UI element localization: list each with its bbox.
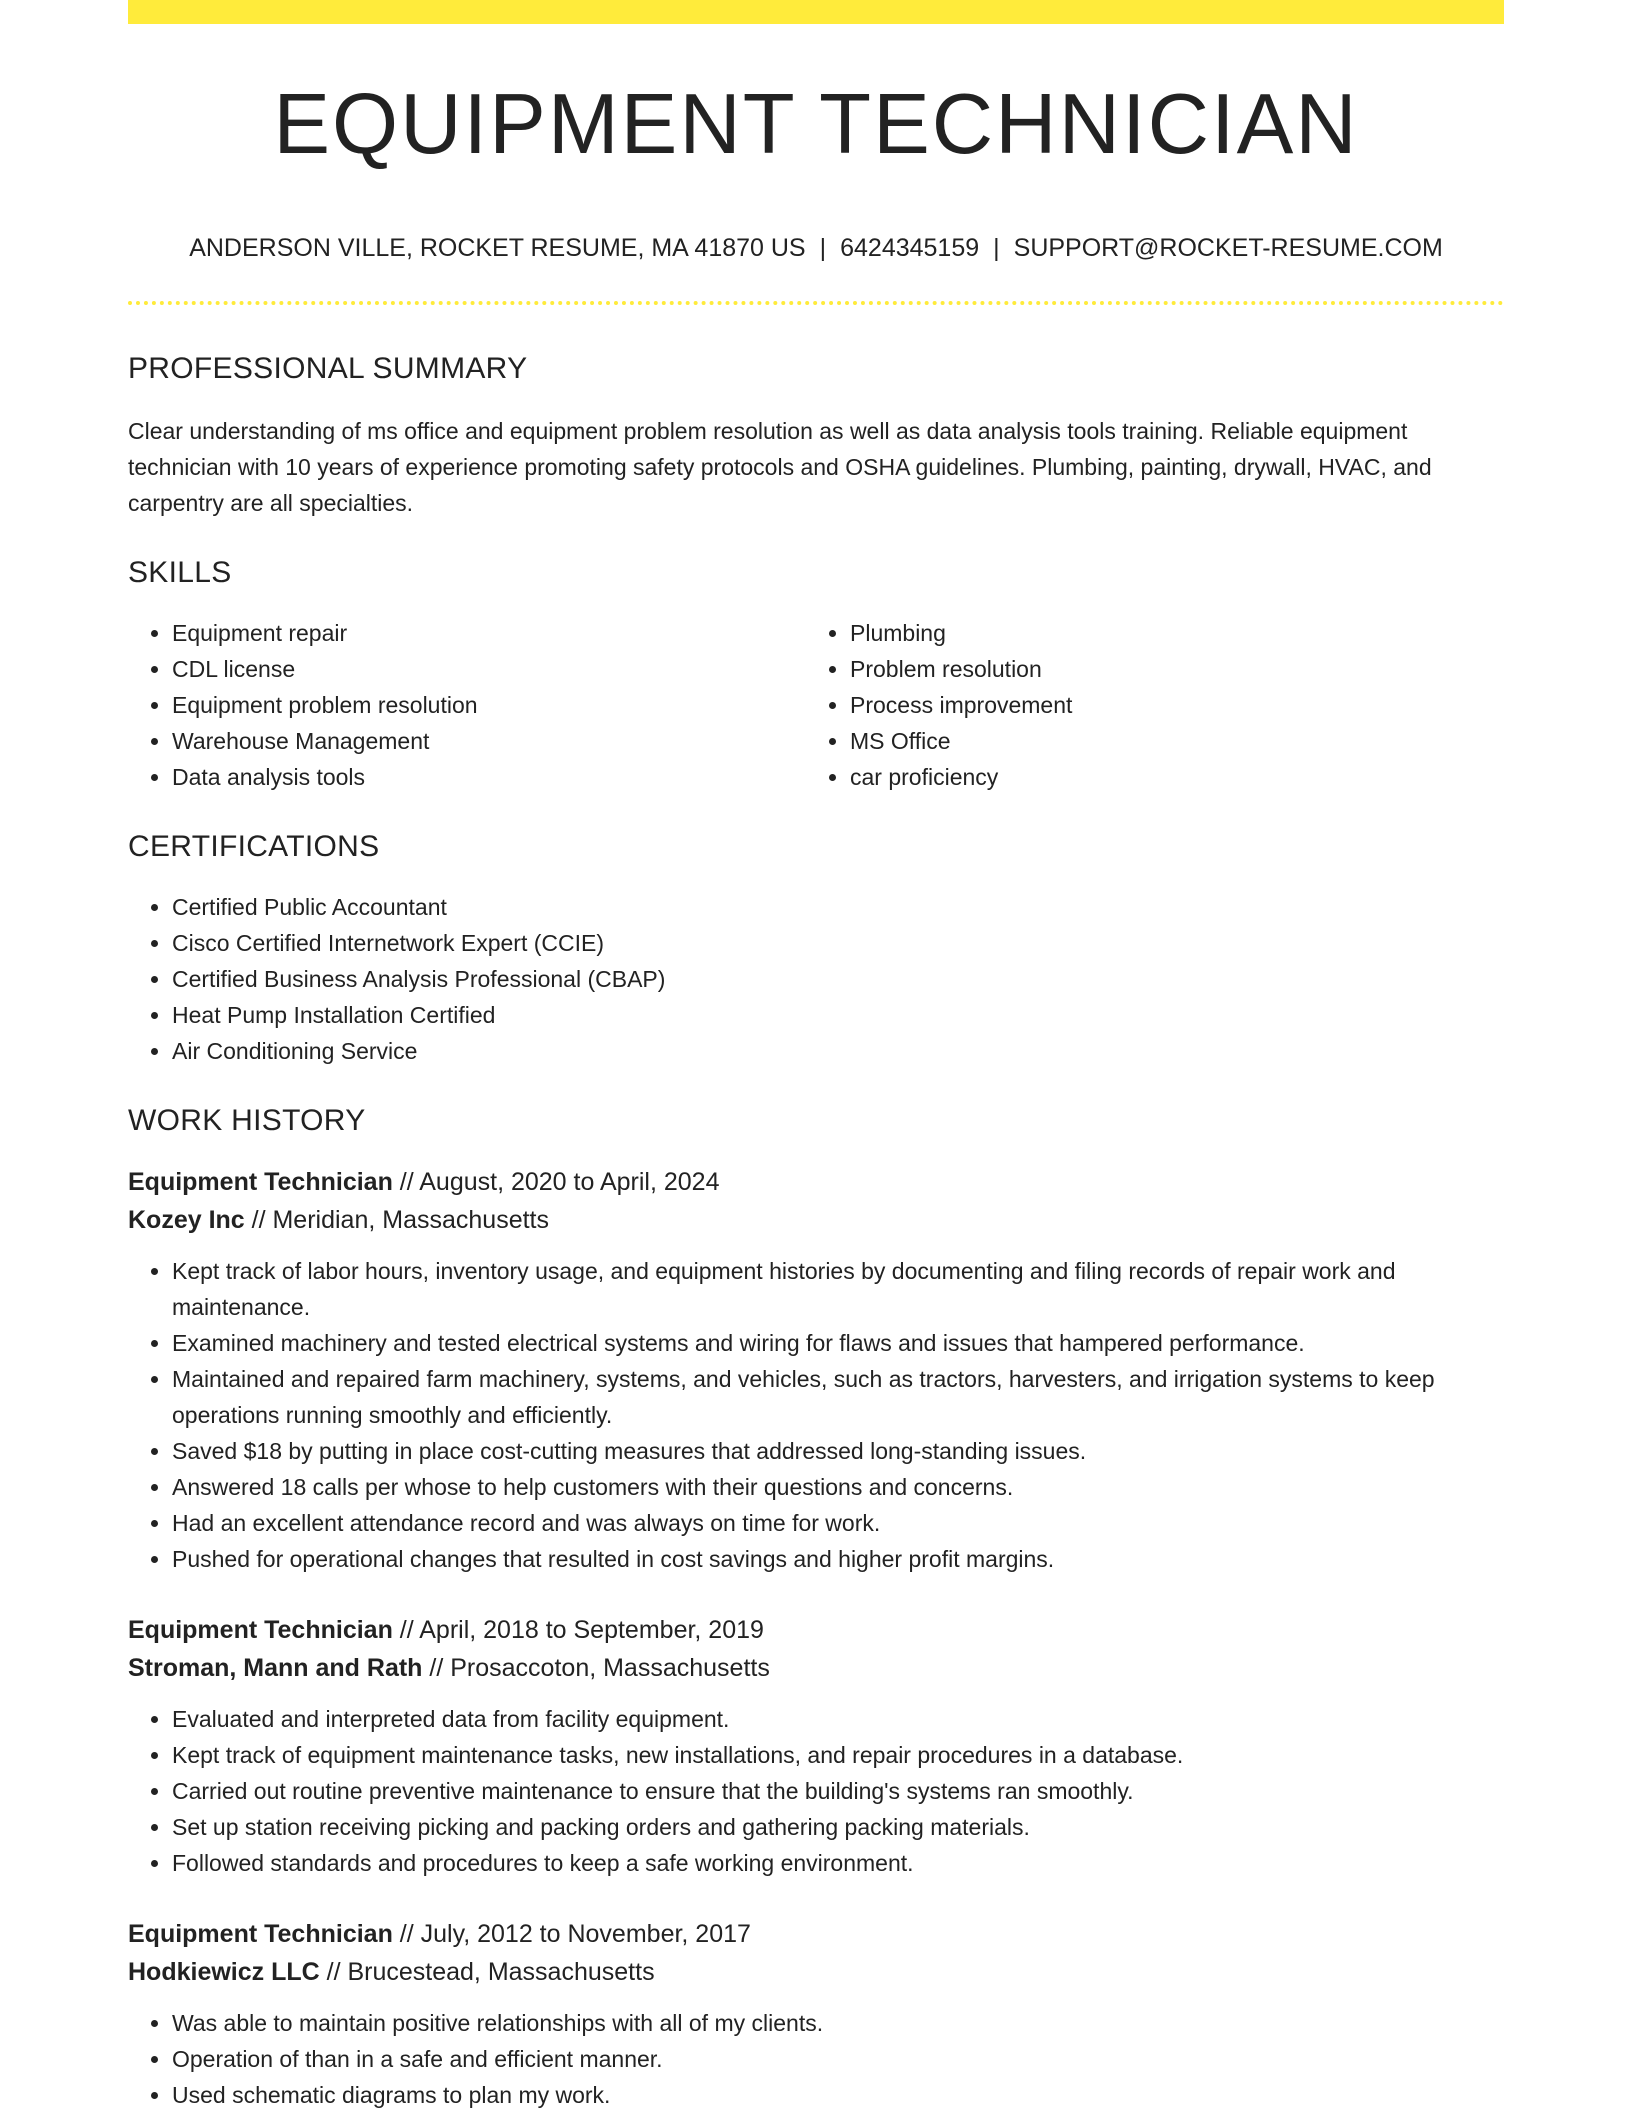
skills-grid <box>128 615 1504 795</box>
skills-column-right <box>806 615 1484 795</box>
contact-phone: 6424345159 <box>840 234 980 262</box>
job-entry <box>128 1163 1504 1577</box>
top-accent-bar <box>128 0 1504 24</box>
skill-item: • Data analysis tools <box>172 759 806 795</box>
job-role: Equipment Technician <box>128 1616 393 1644</box>
job-location: // Prosaccoton, Massachusetts <box>422 1654 770 1682</box>
job-location: // Brucestead, Massachusetts <box>319 1958 655 1986</box>
job-bullets <box>128 1701 1504 1881</box>
skill-item: • CDL license <box>172 651 806 687</box>
skill-item: • Plumbing <box>850 615 1484 651</box>
certification-item: • Air Conditioning Service <box>172 1033 1504 1069</box>
job-role-line <box>128 1915 1504 1953</box>
job-bullet: • Saved $18 by putting in place cost-cutting measures that addressed long-standing issues. <box>172 1433 1504 1469</box>
job-entry <box>128 1611 1504 1881</box>
job-dates: // July, 2012 to November, 2017 <box>392 1920 751 1948</box>
job-bullet: • Carried out routine preventive maintenance to ensure that the building's systems ran smoothly. <box>172 1773 1504 1809</box>
job-bullet: • Maintained and repaired farm machinery, systems, and vehicles, such as tractors, harvesters, and irrigation systems to keep operations running smoothly and efficiently. <box>172 1361 1504 1433</box>
job-bullet: • Examined machinery and tested electrical systems and wiring for flaws and issues that hampered performance. <box>172 1325 1504 1361</box>
skill-item: • Equipment problem resolution <box>172 687 806 723</box>
job-bullet: • Operation of than in a safe and efficient manner. <box>172 2041 1504 2077</box>
job-bullet: • Kept track of equipment maintenance tasks, new installations, and repair procedures in a database. <box>172 1737 1504 1773</box>
job-bullets <box>128 2005 1504 2113</box>
skills-heading: SKILLS <box>128 556 232 589</box>
job-bullet: • Kept track of labor hours, inventory usage, and equipment histories by documenting and filing records of repair work and maintenance. <box>172 1253 1504 1325</box>
job-bullet: • Had an excellent attendance record and was always on time for work. <box>172 1505 1504 1541</box>
skills-list-left <box>128 615 806 795</box>
contact-line <box>128 233 1504 263</box>
job-role: Equipment Technician <box>128 1168 393 1196</box>
job-company-line <box>128 1953 1504 1991</box>
skill-item: • car proficiency <box>850 759 1484 795</box>
job-company: Stroman, Mann and Rath <box>128 1654 423 1682</box>
resume-page <box>128 0 1504 2113</box>
summary-heading: PROFESSIONAL SUMMARY <box>128 352 528 385</box>
skill-item: • Equipment repair <box>172 615 806 651</box>
job-bullet: • Followed standards and procedures to keep a safe working environment. <box>172 1845 1504 1881</box>
job-role-line <box>128 1163 1504 1201</box>
certification-item: • Heat Pump Installation Certified <box>172 997 1504 1033</box>
job-entry <box>128 1915 1504 2113</box>
job-dates: // April, 2018 to September, 2019 <box>392 1616 764 1644</box>
contact-separator: | <box>993 234 1000 262</box>
summary-text: Clear understanding of ms office and equipment problem resolution as well as data analysis tools training. Reliable equipment technician with 10 years of experience promoting safety protocols and OSHA guidelines. Plumbing, painting, drywall, HVAC, and carpentry are all specialties. <box>128 418 1432 516</box>
work-history-heading: WORK HISTORY <box>128 1104 366 1137</box>
skills-column-left <box>128 615 806 795</box>
certification-item: • Cisco Certified Internetwork Expert (CCIE) <box>172 925 1504 961</box>
skill-item: • Warehouse Management <box>172 723 806 759</box>
skill-item: • MS Office <box>850 723 1484 759</box>
job-role-line <box>128 1611 1504 1649</box>
certifications-heading: CERTIFICATIONS <box>128 830 380 863</box>
contact-address: ANDERSON VILLE, ROCKET RESUME, MA 41870 US <box>189 234 806 262</box>
job-bullet: • Was able to maintain positive relationships with all of my clients. <box>172 2005 1504 2041</box>
job-location: // Meridian, Massachusetts <box>244 1206 549 1234</box>
job-company-line <box>128 1649 1504 1687</box>
job-company: Kozey Inc <box>128 1206 245 1234</box>
contact-email: SUPPORT@ROCKET-RESUME.COM <box>1013 234 1443 262</box>
skill-item: • Process improvement <box>850 687 1484 723</box>
job-bullet: • Answered 18 calls per whose to help customers with their questions and concerns. <box>172 1469 1504 1505</box>
job-bullet: • Pushed for operational changes that resulted in cost savings and higher profit margins. <box>172 1541 1504 1577</box>
skills-list-right <box>806 615 1484 795</box>
certifications-list <box>128 889 1504 1069</box>
job-bullet: • Used schematic diagrams to plan my work. <box>172 2077 1504 2113</box>
job-bullet: • Set up station receiving picking and packing orders and gathering packing materials. <box>172 1809 1504 1845</box>
skill-item: • Problem resolution <box>850 651 1484 687</box>
contact-separator: | <box>819 234 827 262</box>
certification-item: • Certified Public Accountant <box>172 889 1504 925</box>
job-dates: // August, 2020 to April, 2024 <box>392 1168 720 1196</box>
job-company-line <box>128 1201 1504 1239</box>
job-bullet: • Evaluated and interpreted data from facility equipment. <box>172 1701 1504 1737</box>
job-company: Hodkiewicz LLC <box>128 1958 320 1986</box>
job-bullets <box>128 1253 1504 1577</box>
job-role: Equipment Technician <box>128 1920 393 1948</box>
certification-item: • Certified Business Analysis Professional (CBAP) <box>172 961 1504 997</box>
dotted-divider <box>128 301 1504 305</box>
resume-name-title: EQUIPMENT TECHNICIAN <box>273 77 1359 172</box>
